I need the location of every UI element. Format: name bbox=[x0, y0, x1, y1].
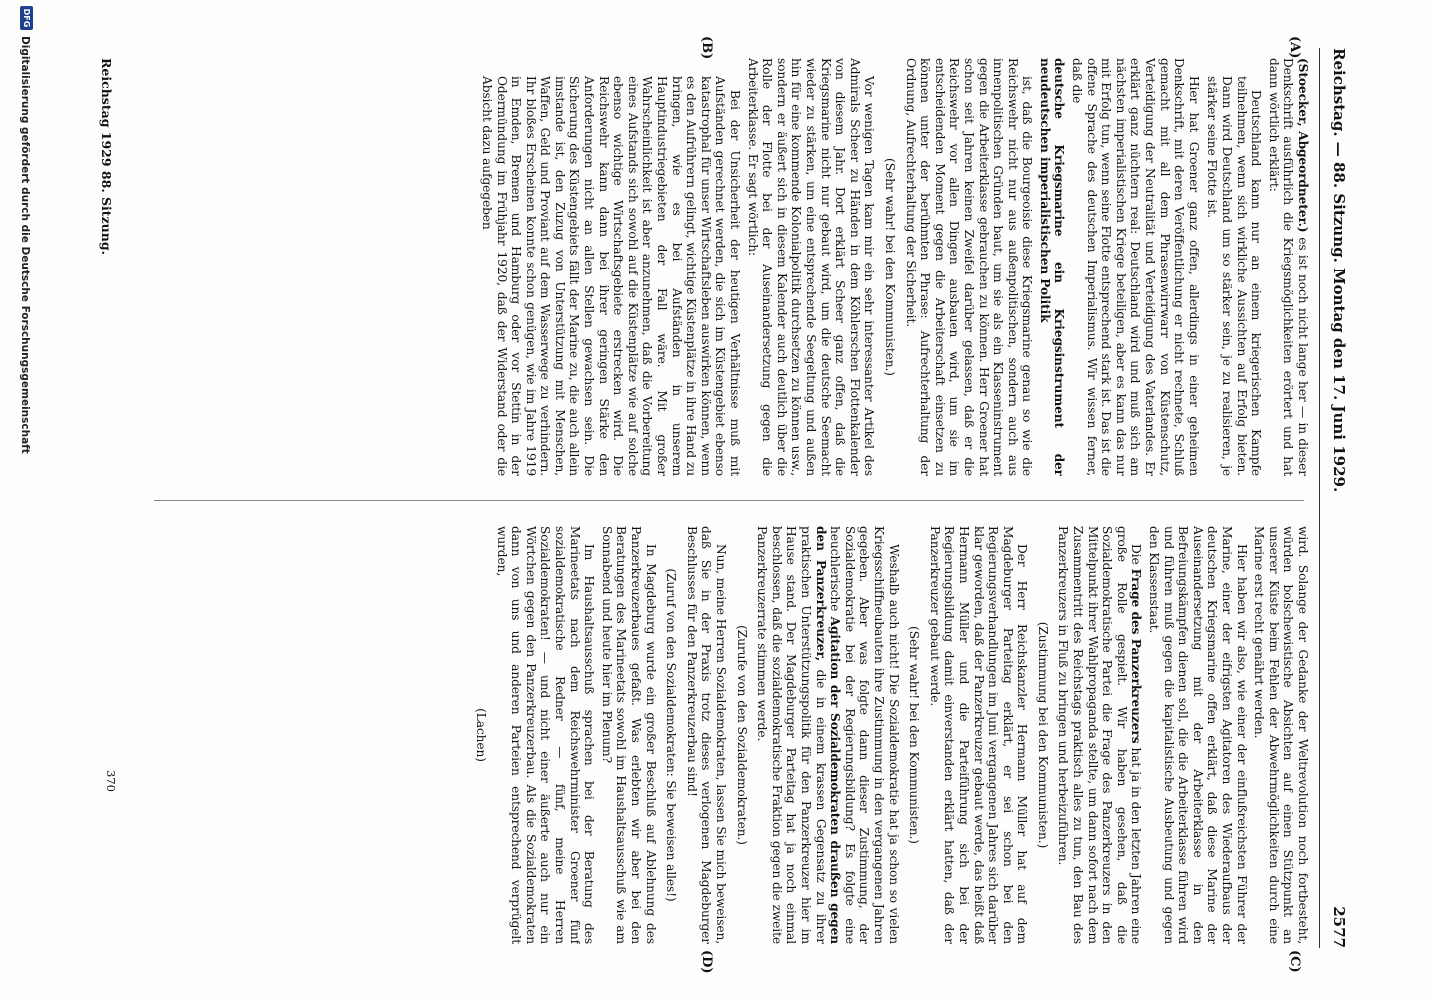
quotation bbox=[1205, 76, 1263, 476]
interjection-text: (Sehr wahr! bei den Kommunisten.) bbox=[882, 158, 897, 376]
interjection bbox=[474, 550, 489, 920]
paragraph bbox=[1056, 526, 1144, 944]
margin-mark-d: (D) bbox=[699, 950, 714, 974]
interjection-text: (Zustimmung bei den Kommunisten.) bbox=[1035, 621, 1050, 849]
paragraph-text: wird. Solange der Gedanke der Weltrevolution noch fortbesteht, würden bolschewistische Absichten auf einen Stützpunkt an unserer Küste beim Fehlen der Abwehrmöglichkeiten durch eine Marine erst recht genährt werden. bbox=[1252, 526, 1310, 944]
paragraph-text: Im Haushaltsausschuß sprachen bei der Beratung des Marineetats nach dem Reichswehrminister Groener fünf sozialdemokratische Redner — fünf, meine Herren Sozialdemokraten! — und nicht einer äußerte auch nur ein Wörtchen gegen den Panzerkreuzerbau. Als die Sozialdemokraten dann von uns und anderen Parteien entsprechend verprügelt wurden, bbox=[494, 526, 597, 944]
header-rule bbox=[1319, 48, 1320, 948]
paragraph-text: es ist noch nicht lange her — in dieser Denkschrift ausführlich die Kriegsmöglichkeiten erörtert und hat dann wörtlich erklärt: bbox=[1266, 58, 1310, 476]
interjection-text: (Zuruf von den Sozialdemokraten: Sie beweisen alles!) bbox=[664, 568, 679, 902]
paragraph bbox=[1266, 58, 1310, 476]
paragraph-text: Nun, meine Herren Sozialdemokraten, lassen Sie mich beweisen, daß Sie in der Praxis trotz dieses verlogenen Magdeburger Beschlusses für den Panzerkreuzerbau sind! bbox=[684, 526, 729, 944]
column-divider bbox=[154, 500, 1304, 501]
quotation-text: Bei der Unsicherheit der heutigen Verhältnisse muß mit Aufständen gerechnet werden, die sich im Küstengebiet ebenso katastrophal für unser Wirtschaftsleben auswirken können, wenn es den Aufrührern gelingt, wichtige Küstenplätze in ihre Hand zu bringen, wie es bei Aufständen in unserem Hauptindustriegebieten der Fall wäre. Mit großer Wahrscheinlichkeit ist aber anzunehmen, daß die Vorbereitung eines Aufstands sich sowohl auf die Küstenplätze wie auf solche ebenso wichtige Wirtschaftsgebiete erstrecken wird. Die Reichswehr kann dann bei ihrer geringen Stärke den Anforderungen nicht an allen Stellen gewachsen sein. Die Sicherung des Küstengebiets fällt der Marine zu, die auch allein imstande ist, den Zuzug von Unterstützung mit Menschen, Waffen, Geld und Proviant auf dem Wasserwege zu verhindern. Ihr bloßes Erscheinen konnte schon genügen, wie im Jahre 1919 in Emden, Bremen und Hamburg oder vor Stettin in der Odermündung im Frühjahr 1920, daß der Widerstand oder die Absicht dazu aufgegeben bbox=[479, 76, 743, 476]
emphasis-line bbox=[1037, 58, 1066, 476]
dfg-logo: DFG bbox=[20, 6, 33, 30]
paragraph bbox=[745, 58, 876, 476]
page-header bbox=[1324, 48, 1354, 948]
header-title: Reichstag. — 88. Sitzung. Montag den 17. Juni 1929. bbox=[1330, 48, 1348, 493]
interjection bbox=[1035, 550, 1050, 920]
paragraph-emphasis: Frage des Panzerkreuzers bbox=[1129, 568, 1144, 744]
footer-session: Reichstag 1929 88. Sitzung. bbox=[99, 58, 114, 255]
paragraph bbox=[903, 58, 1034, 476]
interjection bbox=[664, 550, 679, 920]
paragraph-text: Hier hat Groener ganz offen, allerdings in einer geheimen Denkschrift, mit deren Veröffentlichung er nicht rechnete, Schluß gemacht mit all dem Phrasenwirrwarr von Küstenschutz, Verteidigung der Neutralität und Verteidigung des Vaterlandes. Er erklärt ganz nüchtern real: Deutschland wird und muß sich am nächsten imperialistischen Kriege beteiligen, aber es kann das nur mit Erfolg tun, wenn seine Flotte entsprechend stark ist. Das ist die offene Sprache des deutschen Imperialismus. Wir wissen ferner, daß die bbox=[1070, 58, 1201, 476]
text-column-left bbox=[150, 58, 1310, 476]
paragraph bbox=[1252, 526, 1310, 944]
margin-mark-c: (C) bbox=[1287, 950, 1302, 973]
paragraph-text: die in einem krassen Gegensatz zu ihrer praktischen Unterstützungspolitik für den Panzerkreuzer hier im Hause stand. Der Magdeburger Parteitag hat ja noch einmal beschlossen, daß die sozialdemokratische Fraktion gegen die zweite Panzerkreuzerrate stimmen werde. bbox=[755, 526, 828, 944]
paragraph-text: hat ja in den letzten Jahren eine große Rolle gespielt. Wir haben gesehen, daß die Sozialdemokratische Partei die Frage des Panzerkreuzers in den Mittelpunkt ihrer Wahlpropaganda stellte, um dann sofort nach dem Zusammentritt des Reichstags praktisch alles zu tun, den Bau des Panzerkreuzers in Fluß zu bringen und herbeizuführen. bbox=[1056, 526, 1144, 944]
paragraph-text: ist, daß die Bourgeoisie diese Kriegsmarine genau so wie die Reichswehr nicht nur aus außenpolitischen, sondern auch aus innenpolitischen Gründen baut, um sie als ein Klasseninstrument gegen die Arbeiterklasse gebrauchen zu können. Herr Groener hat schon seit Jahren keinen Zweifel darüber gelassen, daß er die Reichswehr vor allen Dingen ausbauen wird, um sie im entscheidenden Moment gegen die Arbeiterschaft einsetzen zu können unter der berühmten Phrase: Aufrechterhaltung der Ordnung, Aufrechterhaltung der Sicherheit. bbox=[903, 58, 1035, 476]
paragraph-text: Vor wenigen Tagen kam mir ein sehr interessanter Artikel des Admirals Scheer zu Händen in dem Köhlerschen Flottenkalender von diesem Jahr. Dort erklärt Scheer ganz offen, daß die Kriegsmarine nicht nur gebaut wird, um die deutsche Seemacht wieder zu stärken, um eine entsprechende Seegeltung und außen hin für eine kommende Kolonialpolitik durchsetzen zu können usw., sondern er äußert sich in diesem Kalender auch deutlich über die Rolle der Flotte bei der Auseinandersetzung gegen die Arbeiterklasse. Er sagt wörtlich: bbox=[745, 58, 877, 476]
paragraph-text: Weshalb auch nicht! Die Sozialdemokratie hat ja schon so vielen Kriegsschiffneubauten ihre Zustimmung in den vergangenen Jahren gegeben. Aber was folgte dann dieser Zustimmung, der Sozialdemokratie bei der Regierungsbildung? Es folgte eine heuchlerische bbox=[828, 526, 901, 944]
paragraph-text: In Magdeburg wurde ein großer Beschluß auf Ablehnung des Panzerkreuzerbaues gefaßt. Was erlebten wir aber bei den Beratungen des Marineetats sowohl im Haushaltsausschuß wie am Sonnabend und heute hier im Plenum? bbox=[599, 526, 658, 944]
speaker-name: (Stoecker, Abgeordneter.) bbox=[1296, 58, 1310, 238]
interjection-text: (Sehr wahr! bei den Kommunisten.) bbox=[907, 626, 922, 844]
paragraph-text: Hier haben wir also, wie einer der einflußreichsten Führer der Marine, einer der eifrigsten Agitatoren des Wiederaufbaus der deutschen Kriegsmarine offen erklärt, daß diese Marine der Auseinandersetzung mit der Arbeiterklasse in den Befreiungskämpfen dienen soll, die die Arbeiterklasse führen wird und führen muß gegen die kapitalistische Ausbeutung und gegen den Klassenstaat. bbox=[1147, 526, 1249, 944]
paragraph bbox=[1146, 526, 1248, 944]
paragraph bbox=[755, 526, 901, 944]
digitization-credit bbox=[13, 0, 39, 1000]
credit-text: Digitalisierung gefördert durch die Deutsche Forschungsgemeinschaft bbox=[19, 36, 31, 454]
quotation-text: Deutschland kann nur an einem kriegerischen Kampfe teilnehmen, wenn sich wirkliche Aussichten auf Erfolg bieten. Dann wird Deutschland um so stärker sein, je zu realisieren, je stärker seine Flotte ist. bbox=[1205, 76, 1264, 476]
header-page-number: 2577 bbox=[1330, 906, 1348, 948]
margin-mark-b: (B) bbox=[699, 36, 714, 60]
paragraph bbox=[599, 526, 657, 944]
interjection-text: (Lachen) bbox=[474, 708, 489, 762]
paragraph-text: Der Herr Reichskanzler Hermann Müller hat auf dem Magdeburger Parteitag erklärt, er sei schon bei den Regierungsverhandlungen im Juni vergangenen Jahres sich darüber klar geworden, daß der Panzerkreuzer gebaut werde, das heißt daß Hermann Müller und die Parteiführung sich bei der Regierungsbildung damit einverstanden erklärt hatten, daß der Panzerkreuzer gebaut werde. bbox=[927, 526, 1030, 944]
paragraph bbox=[1070, 58, 1201, 476]
margin-mark-a: (A) bbox=[1287, 36, 1302, 59]
paragraph bbox=[494, 526, 596, 944]
interjection bbox=[907, 550, 922, 920]
quotation bbox=[479, 76, 742, 476]
paragraph-emphasis: Agitation der Sozialdemokraten draußen gegen den Panzerkreuzer, bbox=[813, 526, 843, 944]
paragraph bbox=[927, 526, 1029, 944]
interjection-text: (Zurufe von den Sozialdemokraten.) bbox=[734, 625, 749, 845]
text-column-right bbox=[150, 526, 1310, 944]
footer-page-number: 370 bbox=[104, 770, 118, 792]
interjection bbox=[882, 82, 897, 452]
paragraph-lead: Die bbox=[1129, 544, 1144, 569]
paragraph bbox=[684, 526, 728, 944]
interjection bbox=[734, 550, 749, 920]
emphasis-text: deutsche Kriegsmarine ein Kriegsinstrument der neudeutschen imperialistischen Politik bbox=[1037, 58, 1067, 476]
